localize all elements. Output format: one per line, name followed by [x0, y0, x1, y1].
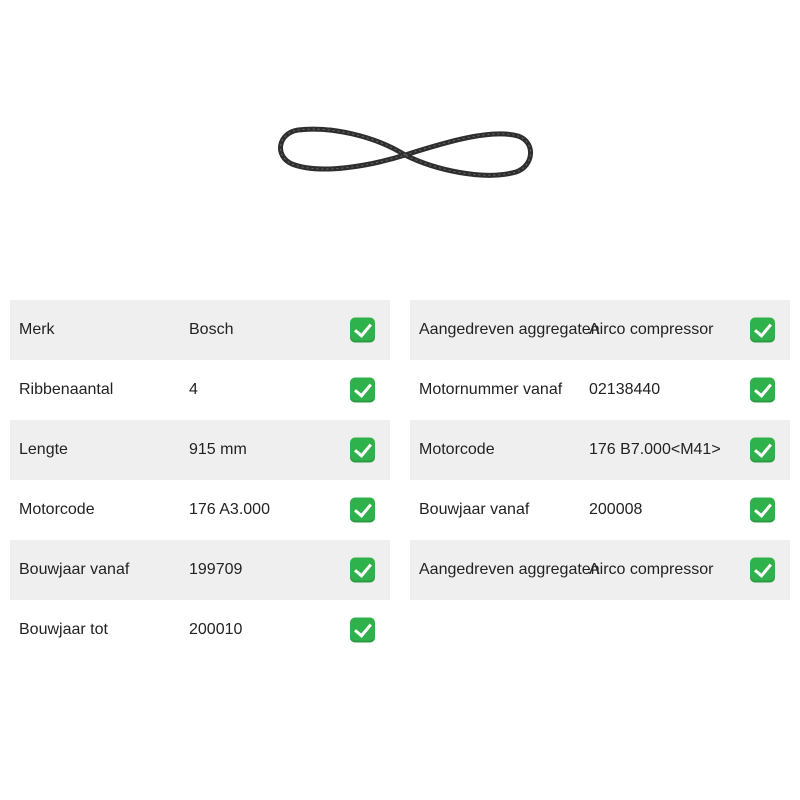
v-ribbed-belt-image — [270, 118, 540, 188]
spec-label: Lengte — [19, 441, 68, 458]
check-mark-icon — [750, 378, 775, 403]
spec-table-left — [10, 300, 390, 660]
check-mark-icon — [350, 438, 375, 463]
spec-value: 200008 — [589, 501, 643, 518]
check-mark-icon — [350, 618, 375, 643]
spec-value: Bosch — [189, 321, 234, 338]
spec-value: 915 mm — [189, 441, 247, 458]
spec-label: Motorcode — [19, 501, 95, 518]
spec-value: 200010 — [189, 621, 243, 638]
spec-row — [10, 600, 390, 660]
check-mark-icon — [750, 318, 775, 343]
spec-row — [10, 420, 390, 480]
spec-table-right — [410, 300, 790, 600]
spec-value: Airco compressor — [589, 561, 714, 578]
check-mark-icon — [750, 498, 775, 523]
spec-label: Bouwjaar tot — [19, 621, 108, 638]
spec-label: Merk — [19, 321, 55, 338]
spec-row — [10, 480, 390, 540]
check-mark-icon — [750, 438, 775, 463]
check-mark-icon — [350, 558, 375, 583]
spec-row — [10, 360, 390, 420]
spec-value: 4 — [189, 381, 198, 398]
spec-value: 176 B7.000<M41> — [589, 441, 721, 458]
spec-value: 02138440 — [589, 381, 661, 398]
spec-value: Airco compressor — [589, 321, 714, 338]
spec-row — [410, 480, 790, 540]
spec-value: 176 A3.000 — [189, 501, 270, 518]
spec-label: Motornummer vanaf — [419, 381, 563, 398]
spec-row — [410, 420, 790, 480]
check-mark-icon — [750, 558, 775, 583]
check-mark-icon — [350, 378, 375, 403]
spec-row — [10, 540, 390, 600]
spec-label: Bouwjaar vanaf — [419, 501, 530, 518]
spec-row — [410, 300, 790, 360]
spec-row — [10, 300, 390, 360]
spec-value: 199709 — [189, 561, 243, 578]
check-mark-icon — [350, 318, 375, 343]
spec-row — [410, 360, 790, 420]
spec-label: Aangedreven aggregaten — [419, 561, 600, 578]
check-mark-icon — [350, 498, 375, 523]
spec-row — [410, 540, 790, 600]
spec-label: Motorcode — [419, 441, 495, 458]
spec-label: Ribbenaantal — [19, 381, 114, 398]
spec-label: Aangedreven aggregaten — [419, 321, 600, 338]
spec-label: Bouwjaar vanaf — [19, 561, 130, 578]
